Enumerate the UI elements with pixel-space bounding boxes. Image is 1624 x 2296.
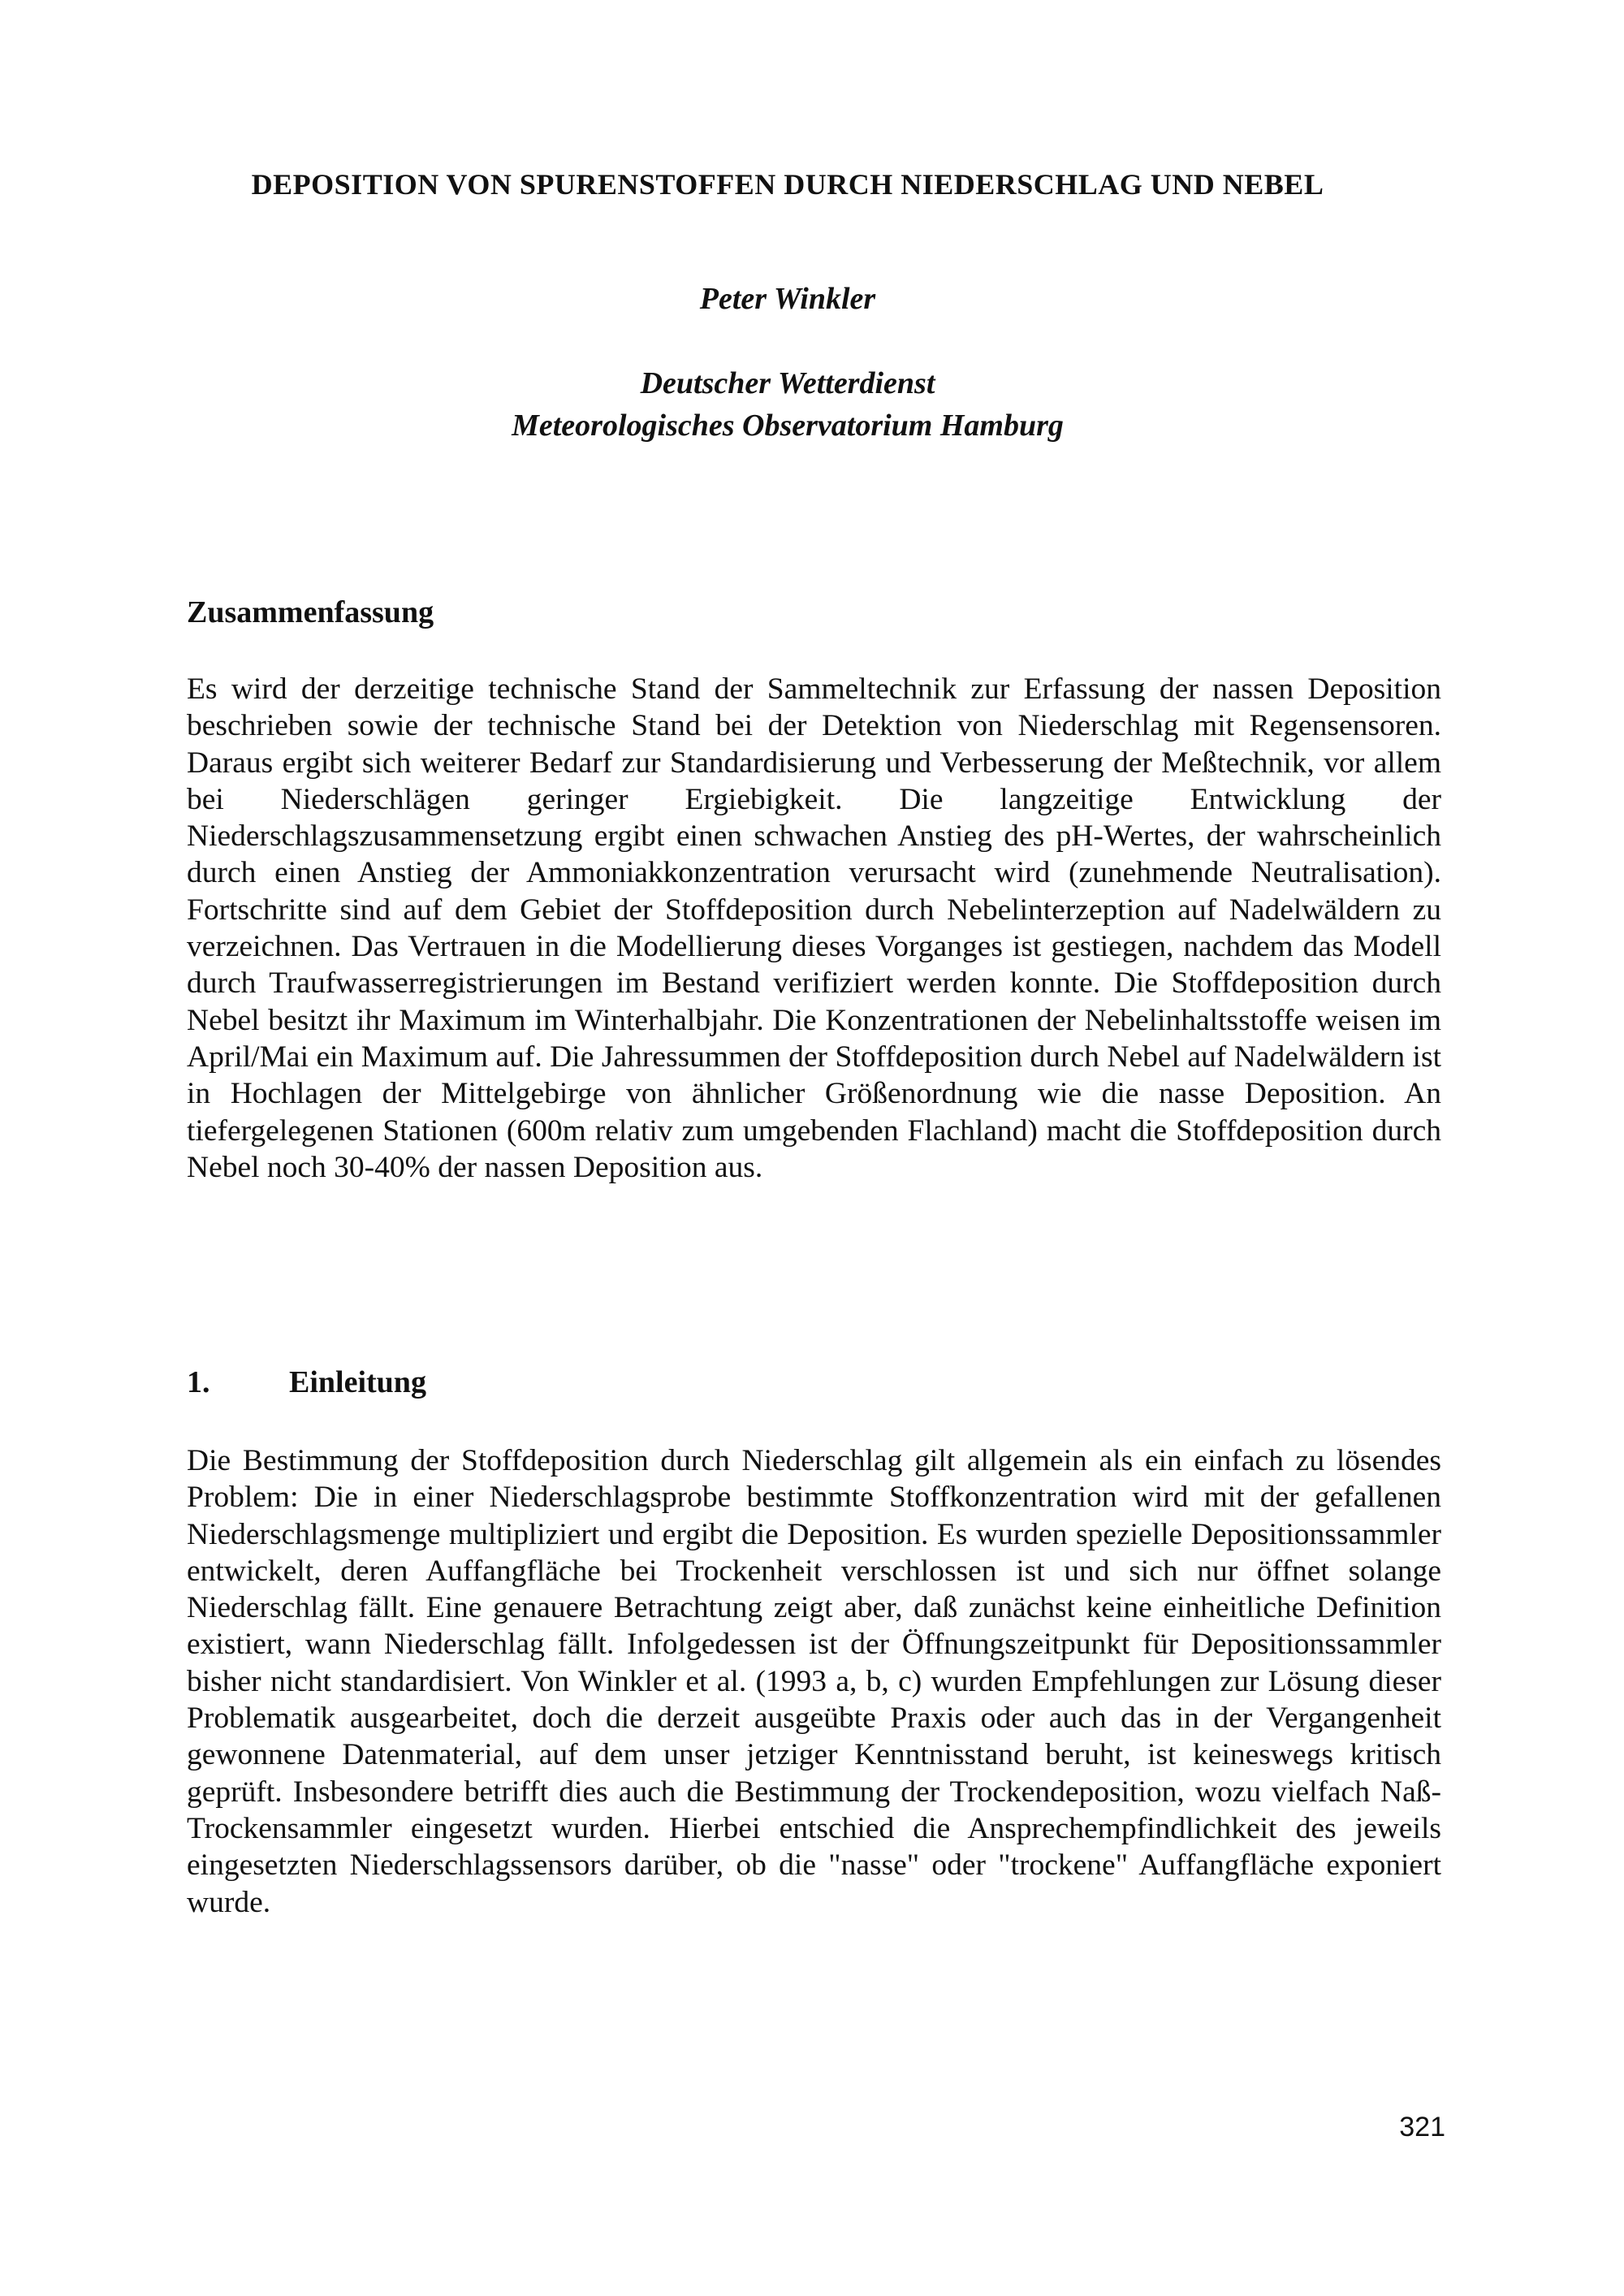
paper-title: DEPOSITION VON SPURENSTOFFEN DURCH NIEDERSCHLAG UND NEBEL bbox=[251, 168, 1324, 201]
section-heading-introduction bbox=[187, 1364, 426, 1400]
summary-heading: Zusammenfassung bbox=[187, 595, 434, 629]
introduction-paragraph: Die Bestimmung der Stoffdeposition durch Niederschlag gilt allgemein als ein einfach zu lösendes Problem: Die in einer Niederschlagsprobe bestimmte Stoffkonzentration wird mit der gefallenen Niederschlagsmenge multipliziert und ergibt die Deposition. Es wurden spezielle Depositionssammler entwickelt, deren Auffangfläche bei Trockenheit verschlossen ist und sich nur öffnet solange Niederschlag fällt. Eine genauere Betrachtung zeigt aber, daß zunächst keine einheitliche Definition existiert, wann Niederschlag fällt. Infolgedessen ist der Öffnungszeitpunkt für Depositionssammler bisher nicht standardisiert. Von Winkler et al. (1993 a, b, c) wurden Empfehlungen zur Lösung dieser Problematik ausgearbeitet, doch die derzeit ausgeübte Praxis oder auch das in der Vergangenheit gewonnene Datenmaterial, auf dem unser jetziger Kenntnisstand beruht, ist keineswegs kritisch geprüft. Insbesondere betrifft dies auch die Bestimmung der Trockendeposition, wozu vielfach Naß-Trockensammler eingesetzt wurden. Hierbei entschied die Ansprechempfindlichkeit des jeweils eingesetzten Niederschlagssensors darüber, ob die "nasse" oder "trockene" Auffangfläche exponiert wurde. bbox=[187, 1444, 1441, 1919]
section-title: Einleitung bbox=[289, 1365, 426, 1399]
summary-paragraph: Es wird der derzeitige technische Stand der Sammeltechnik zur Erfassung der nassen Deposition beschrieben sowie der technische Stand bei der Detektion von Niederschlag mit Regensensoren. Daraus ergibt sich weiterer Bedarf zur Standardisierung und Verbesserung der Meßtechnik, vor allem bei Niederschlägen geringer Ergiebigkeit. Die langzeitige Entwicklung der Niederschlagszusammensetzung ergibt einen schwachen Anstieg des pH-Wertes, der wahrscheinlich durch einen Anstieg der Ammoniakkonzentration verursacht wird (zunehmende Neutralisation). Fortschritte sind auf dem Gebiet der Stoffdeposition durch Nebelinterzeption auf Nadelwäldern zu verzeichnen. Das Vertrauen in die Modellierung dieses Vorganges ist gestiegen, nachdem das Modell durch Traufwasserregistrierungen im Bestand verifiziert werden konnte. Die Stoffdeposition durch Nebel besitzt ihr Maximum im Winterhalbjahr. Die Konzentrationen der Nebelinhaltsstoffe weisen im April/Mai ein Maximum auf. Die Jahressummen der Stoffdeposition durch Nebel auf Nadelwäldern ist in Hochlagen der Mittelgebirge von ähnlicher Größenordnung wie die nasse Deposition. An tiefergelegenen Stationen (600m relativ zum umgebenden Flachland) macht die Stoffdeposition durch Nebel noch 30-40% der nassen Deposition aus. bbox=[187, 672, 1441, 1184]
page-number: 321 bbox=[1399, 2112, 1445, 2143]
author-name: Peter Winkler bbox=[699, 282, 876, 316]
affiliation-institution: Deutscher Wetterdienst bbox=[640, 366, 935, 400]
section-number: 1. bbox=[187, 1365, 210, 1399]
author-affiliation bbox=[130, 362, 1445, 447]
affiliation-department: Meteorologisches Observatorium Hamburg bbox=[512, 409, 1064, 443]
